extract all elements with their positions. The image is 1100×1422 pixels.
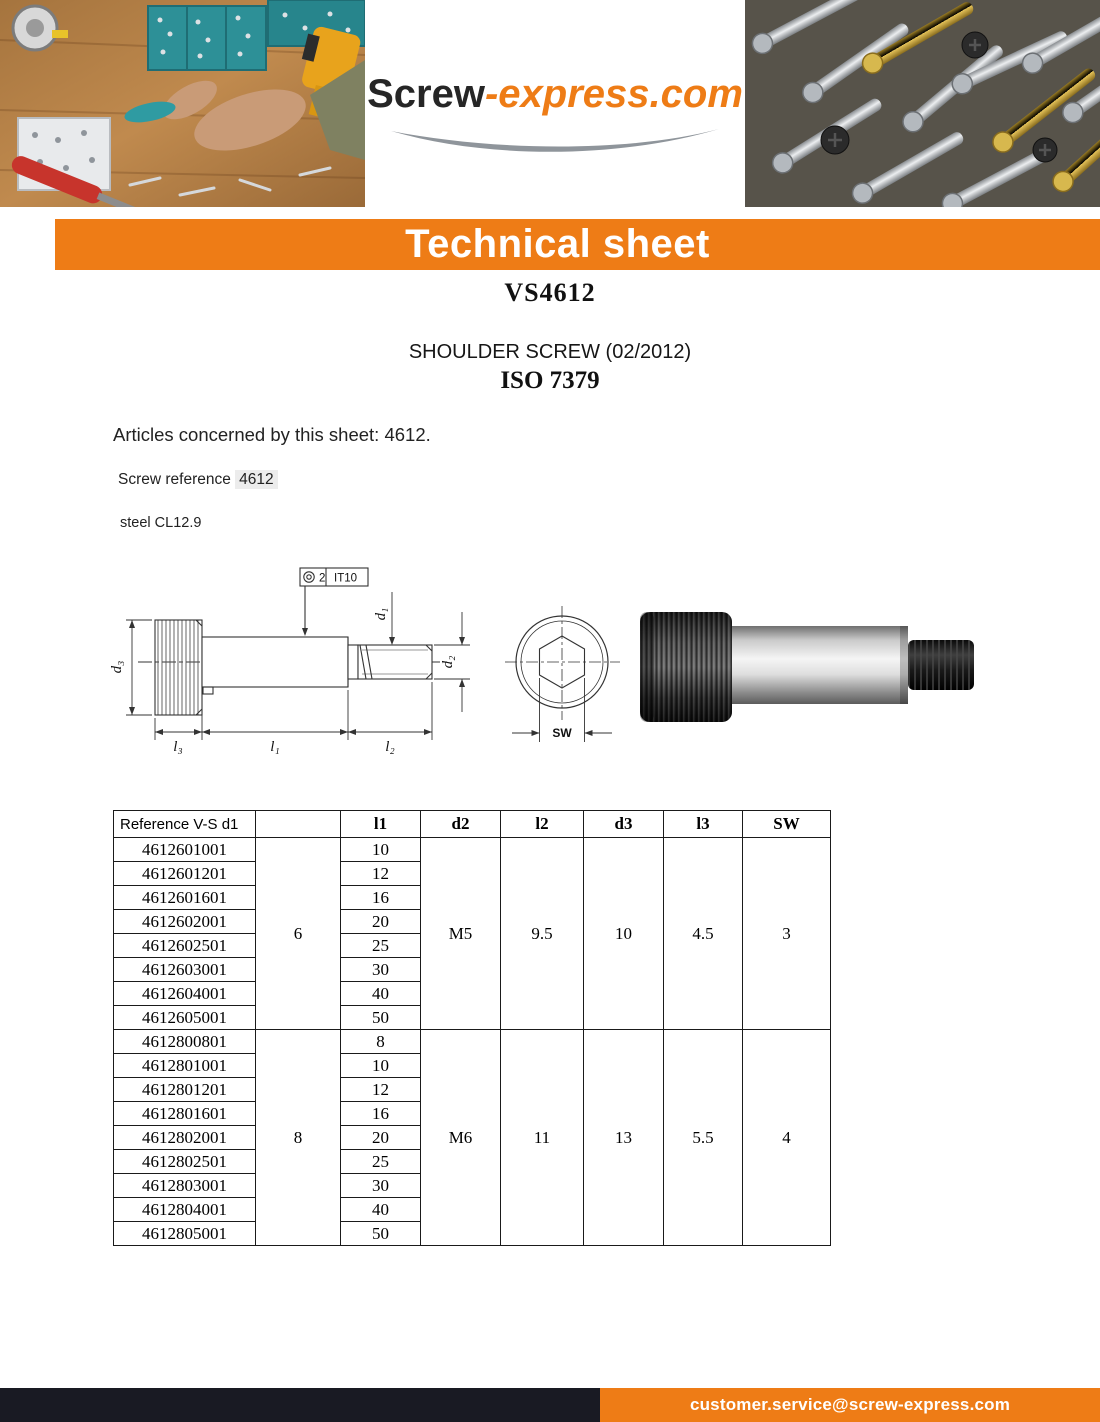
l1-cell: 16 <box>341 1102 421 1126</box>
technical-drawing-area <box>0 550 1100 795</box>
ref-cell: 4612803001 <box>114 1174 256 1198</box>
material-line: steel CL12.9 <box>120 515 202 531</box>
side-view-drawing <box>138 620 448 715</box>
footer-bar <box>0 1388 1100 1422</box>
d3-cell: 10 <box>584 838 664 1030</box>
ref-cell: 4612801001 <box>114 1054 256 1078</box>
col-header: l3 <box>664 811 743 838</box>
ref-cell: 4612602001 <box>114 910 256 934</box>
sw-cell: 4 <box>743 1030 831 1246</box>
l1-cell: 25 <box>341 1150 421 1174</box>
l1-cell: 50 <box>341 1222 421 1246</box>
l2-cell: 9.5 <box>501 838 584 1030</box>
ref-cell: 4612802501 <box>114 1150 256 1174</box>
articles-line: Articles concerned by this sheet: 4612. <box>113 424 431 445</box>
tolerance-value: 2 <box>319 572 326 585</box>
ref-cell: 4612801601 <box>114 1102 256 1126</box>
dim-label-sw: SW <box>552 726 572 740</box>
ref-cell: 4612604001 <box>114 982 256 1006</box>
l1-cell: 12 <box>341 862 421 886</box>
l1-cell: 10 <box>341 838 421 862</box>
d2-cell: M5 <box>421 838 501 1030</box>
end-view-drawing <box>505 606 620 742</box>
screw-reference-label: Screw reference <box>118 471 231 488</box>
dim-label-d1: d₁ <box>373 607 389 621</box>
ref-cell: 4612802001 <box>114 1126 256 1150</box>
dim-label-d2: d₂ <box>440 655 456 669</box>
ref-cell: 4612601001 <box>114 838 256 862</box>
footer-orange-section <box>600 1388 1100 1422</box>
l3-cell: 4.5 <box>664 838 743 1030</box>
d3-cell: 13 <box>584 1030 664 1246</box>
dim-label-l2: l₂ <box>385 739 395 755</box>
col-header: d2 <box>421 811 501 838</box>
l1-cell: 12 <box>341 1078 421 1102</box>
l3-cell: 5.5 <box>664 1030 743 1246</box>
banner-title: Technical sheet <box>405 222 710 266</box>
ref-cell: 4612800801 <box>114 1030 256 1054</box>
col-header: l1 <box>341 811 421 838</box>
l1-cell: 30 <box>341 958 421 982</box>
l2-cell: 11 <box>501 1030 584 1246</box>
ref-cell: 4612601201 <box>114 862 256 886</box>
col-header <box>256 811 341 838</box>
d1-cell: 6 <box>256 838 341 1030</box>
col-header: l2 <box>501 811 584 838</box>
dim-label-l1: l₁ <box>270 739 280 755</box>
l1-cell: 40 <box>341 1198 421 1222</box>
ref-cell: 4612801201 <box>114 1078 256 1102</box>
logo-part1: Screw <box>367 72 485 116</box>
l1-cell: 30 <box>341 1174 421 1198</box>
col-header: Reference V-S d1 <box>114 811 256 838</box>
dim-label-d3: d₃ <box>109 660 125 674</box>
l1-cell: 50 <box>341 1006 421 1030</box>
col-header: SW <box>743 811 831 838</box>
logo-swoosh-icon <box>385 123 725 159</box>
screw-reference-line <box>118 471 278 489</box>
header-photo-workbench <box>0 0 365 207</box>
l1-cell: 25 <box>341 934 421 958</box>
sheet-subtitle: SHOULDER SCREW (02/2012) <box>408 341 692 363</box>
spec-table-head-row <box>114 811 831 838</box>
product-photo <box>640 612 974 722</box>
l1-cell: 20 <box>341 1126 421 1150</box>
logo-part2: -express.com <box>484 72 743 116</box>
ref-cell: 4612601601 <box>114 886 256 910</box>
l1-cell: 40 <box>341 982 421 1006</box>
l1-cell: 8 <box>341 1030 421 1054</box>
banner <box>55 219 1100 270</box>
sw-cell: 3 <box>743 838 831 1030</box>
sheet-code: VS4612 <box>504 278 596 307</box>
ref-cell: 4612804001 <box>114 1198 256 1222</box>
d1-cell: 8 <box>256 1030 341 1246</box>
table-row <box>114 1030 831 1054</box>
col-header: d3 <box>584 811 664 838</box>
ref-cell: 4612603001 <box>114 958 256 982</box>
d2-cell: M6 <box>421 1030 501 1246</box>
dim-label-l3: l₃ <box>173 739 183 755</box>
l1-cell: 16 <box>341 886 421 910</box>
tolerance-grade: IT10 <box>334 572 358 585</box>
header-photo-screw-pile <box>745 0 1100 207</box>
logo-text <box>365 72 745 117</box>
ref-cell: 4612602501 <box>114 934 256 958</box>
logo <box>365 0 745 207</box>
l1-cell: 10 <box>341 1054 421 1078</box>
spec-table <box>113 810 831 1246</box>
ref-cell: 4612805001 <box>114 1222 256 1246</box>
footer-email[interactable]: customer.service@screw-express.com <box>689 1395 1011 1414</box>
iso-standard: ISO 7379 <box>500 367 600 394</box>
table-row <box>114 838 831 862</box>
screw-reference-value: 4612 <box>235 470 277 489</box>
ref-cell: 4612605001 <box>114 1006 256 1030</box>
l1-cell: 20 <box>341 910 421 934</box>
